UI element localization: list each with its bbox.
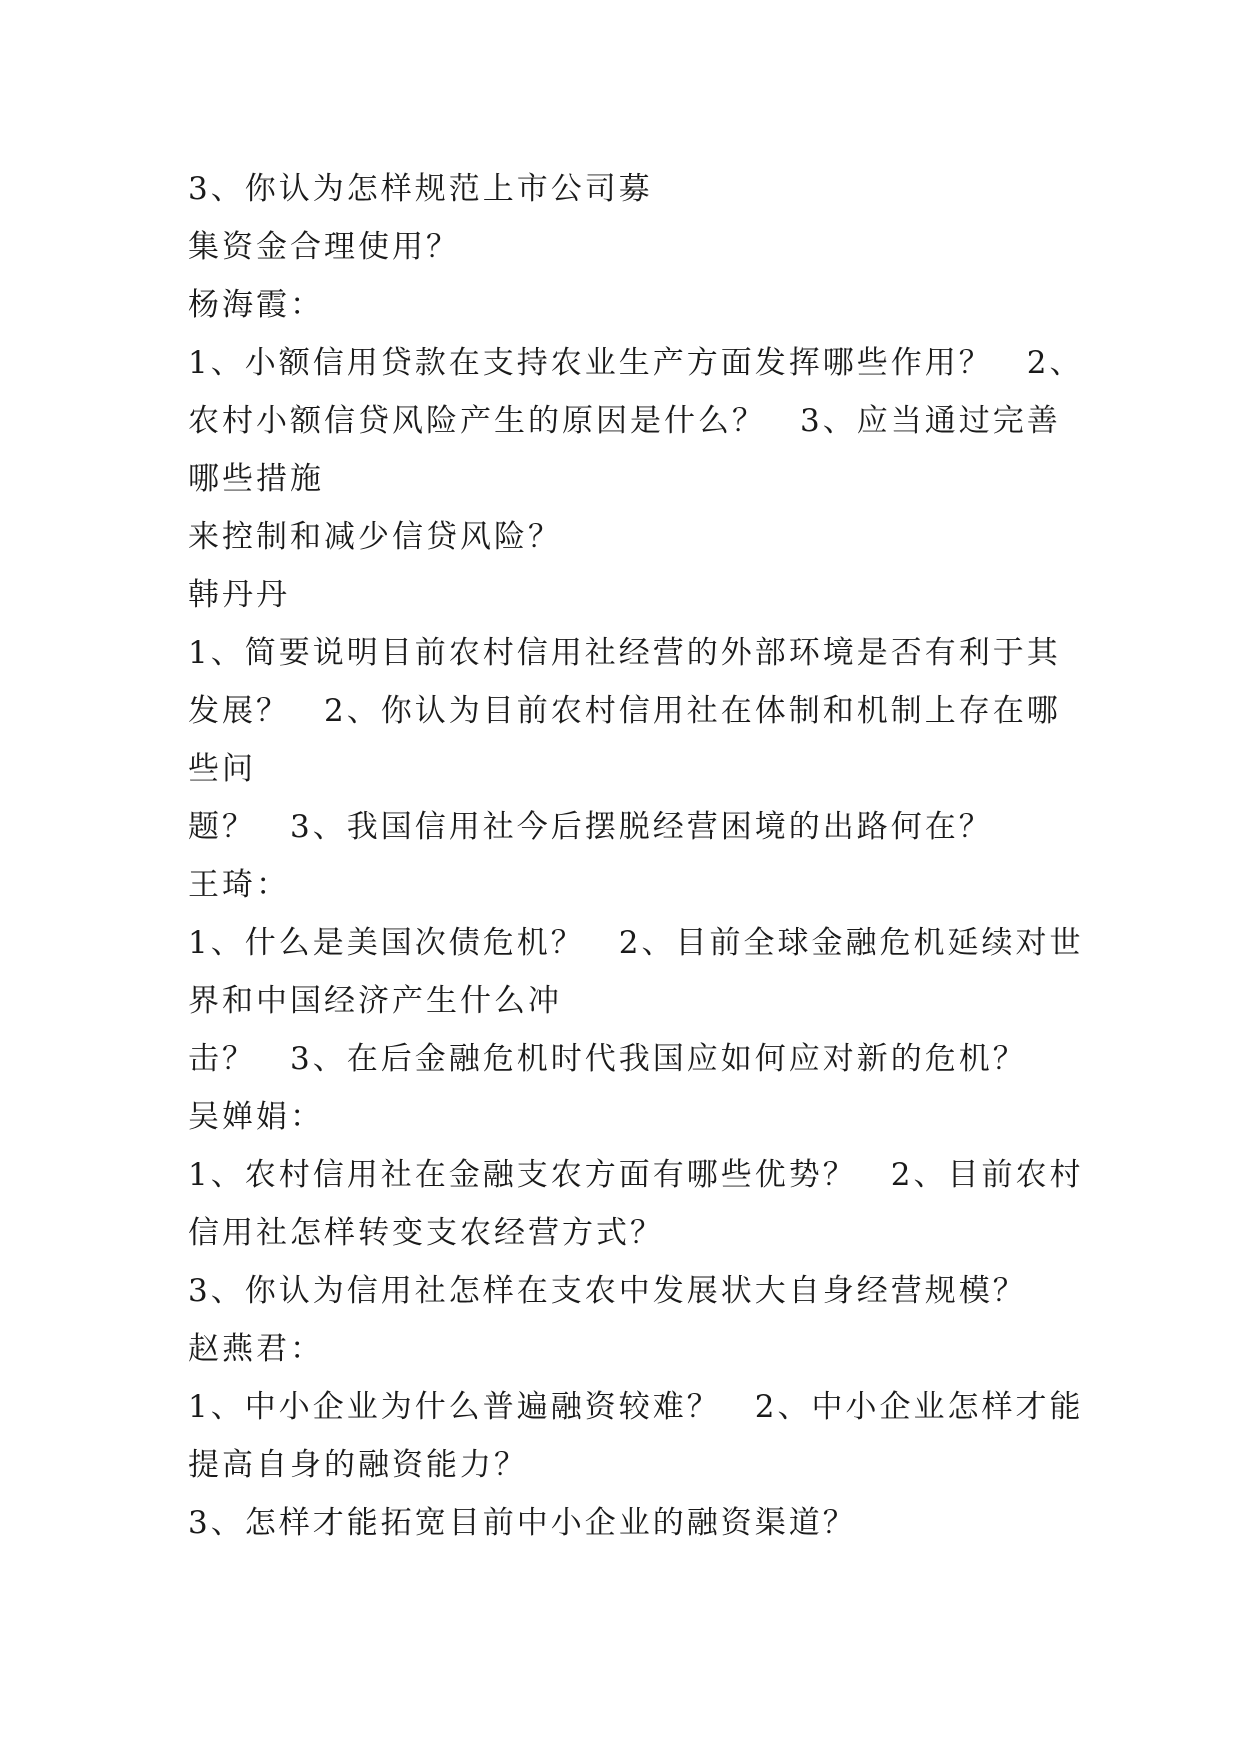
text-line: 3、你认为信用社怎样在支农中发展状大自身经营规模？ bbox=[188, 1273, 1027, 1309]
person-name-heading: 韩丹丹 bbox=[188, 577, 290, 613]
text-line: 1、农村信用社在金融支农方面有哪些优势？ 2、目前农村 bbox=[188, 1157, 1084, 1193]
text-line: 提高自身的融资能力？ bbox=[188, 1447, 528, 1483]
text-line: 1、中小企业为什么普遍融资较难？ 2、中小企业怎样才能 bbox=[188, 1389, 1084, 1425]
text-line: 3、你认为怎样规范上市公司募 bbox=[188, 171, 653, 207]
text-line: 击？ 3、在后金融危机时代我国应如何应对新的危机？ bbox=[188, 1041, 1027, 1077]
person-name-heading: 赵燕君： bbox=[188, 1331, 324, 1367]
text-line: 来控制和减少信贷风险？ bbox=[188, 519, 562, 555]
text-line: 界和中国经济产生什么冲 bbox=[188, 983, 562, 1019]
text-line: 些问 bbox=[188, 751, 256, 787]
text-line: 题？ 3、我国信用社今后摆脱经营困境的出路何在？ bbox=[188, 809, 993, 845]
text-line: 1、小额信用贷款在支持农业生产方面发挥哪些作用？ 2、 bbox=[188, 345, 1084, 381]
text-line: 3、怎样才能拓宽目前中小企业的融资渠道？ bbox=[188, 1505, 857, 1541]
person-name-heading: 王琦： bbox=[188, 867, 290, 903]
document-body bbox=[188, 160, 1084, 1552]
text-line: 1、什么是美国次债危机？ 2、目前全球金融危机延续对世 bbox=[188, 925, 1084, 961]
person-name-heading: 杨海霞： bbox=[188, 287, 324, 323]
person-name-heading: 吴婵娟： bbox=[188, 1099, 324, 1135]
text-line: 信用社怎样转变支农经营方式？ bbox=[188, 1215, 664, 1251]
text-line: 集资金合理使用？ bbox=[188, 229, 460, 265]
text-line: 哪些措施 bbox=[188, 461, 324, 497]
text-line: 1、简要说明目前农村信用社经营的外部环境是否有利于其 bbox=[188, 635, 1061, 671]
text-line: 发展？ 2、你认为目前农村信用社在体制和机制上存在哪 bbox=[188, 693, 1061, 729]
text-line: 农村小额信贷风险产生的原因是什么？ 3、应当通过完善 bbox=[188, 403, 1061, 439]
